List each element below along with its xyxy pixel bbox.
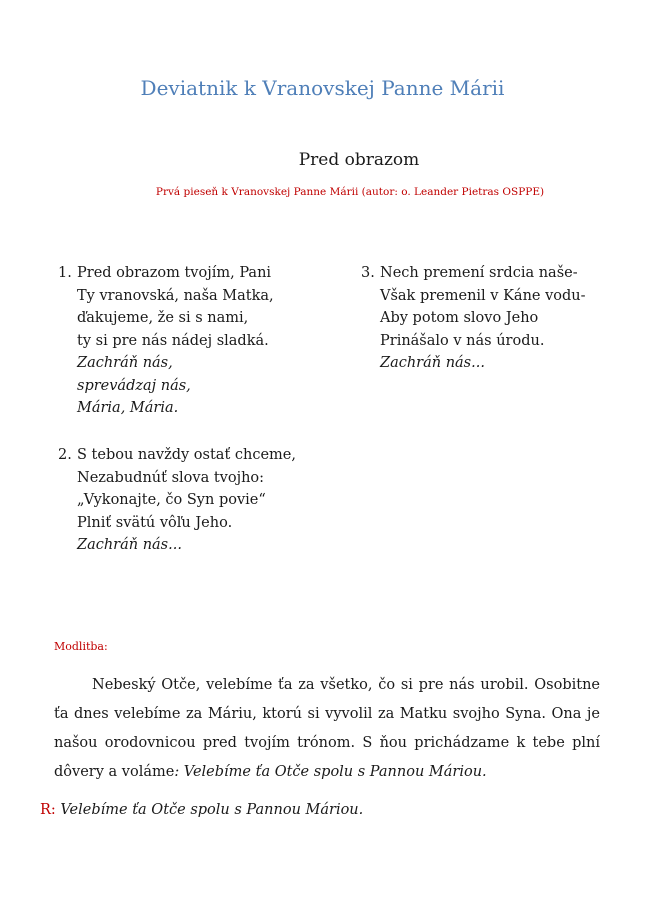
stanza-number: 1.: [58, 265, 72, 281]
stanza-lines: [380, 262, 586, 375]
stanza-number: 3.: [361, 265, 375, 281]
prayer-colon: :: [174, 764, 180, 780]
stanza-line: Nezabudnúť slova tvojho:: [77, 469, 265, 486]
response-line: [40, 799, 363, 821]
prayer-body: Nebeský Otče, velebíme ťa za všetko, čo si pre nás urobil. Osobitne ťa dnes velebíme za Máriu, ktorú si vyvolil za Matku svojho Syna. Ona je našou orodovnicou pred tvojím trónom. S ňou prichádzame k tebe plní dôvery a voláme: [54, 677, 600, 780]
document-title: Deviatnik k Vranovskej Panne Márii: [140, 76, 505, 100]
stanza-line: Zachráň nás...: [77, 537, 182, 553]
prayer-label: Modlitba:: [54, 640, 108, 653]
stanza-line: Mária, Mária.: [77, 400, 179, 416]
stanza-lines: [77, 444, 296, 557]
stanza-line: „Vykonajte, čo Syn povie“: [77, 492, 266, 508]
stanza-number: 2.: [58, 447, 72, 463]
stanza-line: Nech premení srdcia naše-: [380, 265, 578, 281]
stanza-line: Zachráň nás...: [380, 355, 485, 371]
stanza: [58, 262, 274, 420]
section-subtitle: Pred obrazom: [298, 150, 420, 170]
stanza-line: Plniť svätú vôľu Jeho.: [77, 514, 233, 531]
prayer-text: [54, 671, 600, 787]
stanza-line: Však premenil v Káne vodu-: [380, 287, 586, 304]
stanza-line: Aby potom slovo Jeho: [380, 310, 539, 326]
response-marker: R:: [40, 802, 56, 818]
stanza-line: Pred obrazom tvojím, Pani: [77, 265, 272, 281]
stanza-line: ďakujeme, že si s nami,: [77, 310, 249, 326]
stanza: [58, 444, 296, 557]
stanza: [361, 262, 586, 375]
stanza-line: Prinášalo v nás úrodu.: [380, 332, 545, 349]
prayer-italic-end: Velebíme ťa Otče spolu s Pannou Máriou.: [179, 764, 487, 780]
stanza-line: S tebou navždy ostať chceme,: [77, 447, 296, 463]
stanza-line: Zachráň nás,: [77, 355, 173, 371]
stanza-line: sprevádzaj nás,: [77, 377, 191, 394]
stanza-line: ty si pre nás nádej sladká.: [77, 332, 269, 349]
stanza-line: Ty vranovská, naša Matka,: [77, 287, 274, 304]
stanza-lines: [77, 262, 274, 420]
response-text: Velebíme ťa Otče spolu s Pannou Máriou.: [55, 802, 364, 818]
song-note: Prvá pieseň k Vranovskej Panne Márii (autor: o. Leander Pietras OSPPE): [155, 186, 545, 198]
